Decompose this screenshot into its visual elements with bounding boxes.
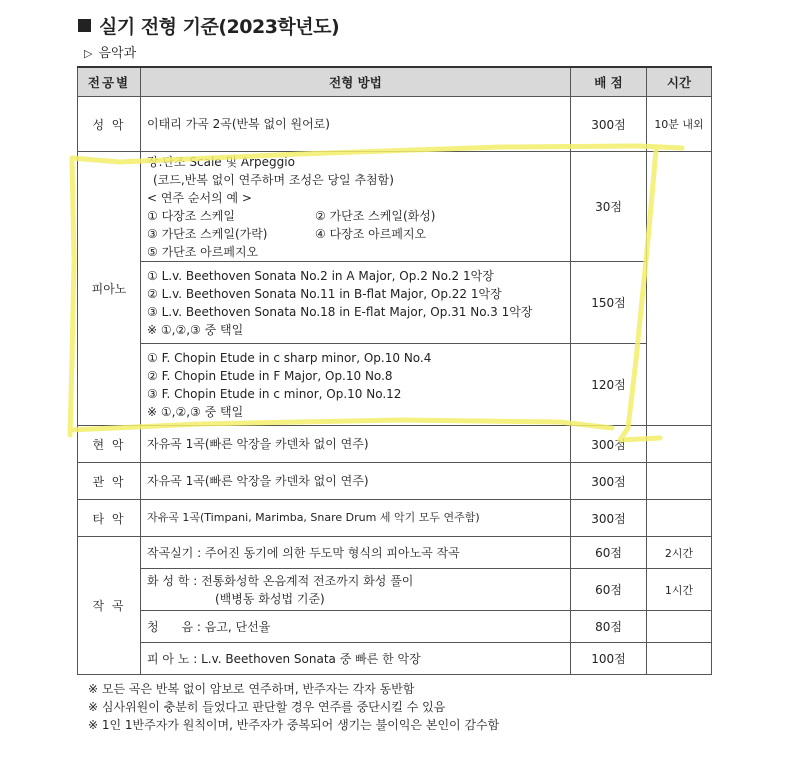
score-piano-beethoven: 150점 xyxy=(571,262,647,344)
footnotes xyxy=(88,680,499,734)
method-percussion: 자유곡 1곡(Timpani, Marimba, Snare Drum 세 악기 모두 연주함) xyxy=(141,500,571,537)
piano-scale-line-3: < 연주 순서의 예 > xyxy=(147,190,252,205)
major-percussion: 타 악 xyxy=(78,500,141,537)
piano-scale-item-4: ④ 다장조 아르페지오 xyxy=(315,226,427,241)
table-row-strings xyxy=(78,426,712,463)
triangle-right-icon: ▷ xyxy=(84,47,93,60)
method-composition-3: 청 음 : 음고, 단선율 xyxy=(141,611,571,643)
time-composition-4 xyxy=(647,643,712,675)
chopin-choice-note: ※ ①,②,③ 중 택일 xyxy=(147,404,244,419)
table-row-piano-3 xyxy=(78,344,712,426)
header-score: 배 점 xyxy=(571,67,647,97)
table-row-composition-1 xyxy=(78,537,712,569)
time-composition-1: 2시간 xyxy=(647,537,712,569)
score-composition-4: 100점 xyxy=(571,643,647,675)
method-piano-beethoven xyxy=(141,262,571,344)
beethoven-option-1: ① L.v. Beethoven Sonata No.2 in A Major, Op.2 No.2 1악장 xyxy=(147,268,494,283)
table-row-composition-4 xyxy=(78,643,712,675)
major-winds: 관 악 xyxy=(78,463,141,500)
table-row-winds xyxy=(78,463,712,500)
time-composition-2: 1시간 xyxy=(647,569,712,611)
beethoven-option-3: ③ L.v. Beethoven Sonata No.18 in E-flat Major, Op.31 No.3 1악장 xyxy=(147,304,533,319)
harmony-line-2: (백병동 화성법 기준) xyxy=(215,591,325,606)
method-voice: 이태리 가곡 2곡(반복 없이 원어로) xyxy=(141,97,571,152)
piano-scale-pair-1 xyxy=(147,207,564,225)
table-header-row xyxy=(78,67,712,97)
footnote-1: ※ 모든 곡은 반복 없이 암보로 연주하며, 반주자는 각자 동반함 xyxy=(88,682,415,696)
time-strings xyxy=(647,426,712,463)
score-composition-3: 80점 xyxy=(571,611,647,643)
section-subtitle-text: 음악과 xyxy=(98,46,137,61)
piano-scale-item-2: ② 가단조 스케일(화성) xyxy=(315,208,436,223)
beethoven-option-2: ② L.v. Beethoven Sonata No.11 in B-flat Major, Op.22 1악장 xyxy=(147,286,502,301)
footnote-3: ※ 1인 1반주자가 원칙이며, 반주자가 중복되어 생기는 불이익은 본인이 감수함 xyxy=(88,718,500,732)
score-winds: 300점 xyxy=(571,463,647,500)
square-bullet-icon xyxy=(78,19,91,32)
method-composition-1: 작곡실기 : 주어진 동기에 의한 두도막 형식의 피아노곡 작곡 xyxy=(141,537,571,569)
major-voice: 성 악 xyxy=(78,97,141,152)
score-percussion: 300점 xyxy=(571,500,647,537)
major-composition: 작 곡 xyxy=(78,537,141,675)
time-winds xyxy=(647,463,712,500)
header-time: 시간 xyxy=(647,67,712,97)
page-title-text: 실기 전형 기준(2023학년도) xyxy=(99,16,340,38)
chopin-option-1: ① F. Chopin Etude in c sharp minor, Op.10 No.4 xyxy=(147,350,432,365)
method-composition-4: 피 아 노 : L.v. Beethoven Sonata 중 빠른 한 악장 xyxy=(141,643,571,675)
table-row-piano-2 xyxy=(78,262,712,344)
table-row-voice xyxy=(78,97,712,152)
beethoven-choice-note: ※ ①,②,③ 중 택일 xyxy=(147,322,244,337)
table-row-piano-1 xyxy=(78,152,712,262)
score-piano-chopin: 120점 xyxy=(571,344,647,426)
score-composition-1: 60점 xyxy=(571,537,647,569)
time-percussion xyxy=(647,500,712,537)
chopin-option-2: ② F. Chopin Etude in F Major, Op.10 No.8 xyxy=(147,368,393,383)
table-row-composition-3 xyxy=(78,611,712,643)
score-strings: 300점 xyxy=(571,426,647,463)
method-piano-chopin xyxy=(141,344,571,426)
method-piano-scales xyxy=(141,152,571,262)
piano-scale-pair-2 xyxy=(147,225,564,243)
major-strings: 현 악 xyxy=(78,426,141,463)
harmony-line-1: 화 성 학 : 전통화성학 온음계적 전조까지 화성 풀이 xyxy=(147,573,414,588)
piano-scale-item-3: ③ 가단조 스케일(가락) xyxy=(147,226,268,241)
criteria-table xyxy=(77,66,712,675)
piano-scale-line-2: (코드,반복 없이 연주하며 조성은 당일 추첨함) xyxy=(153,172,394,187)
score-composition-2: 60점 xyxy=(571,569,647,611)
time-voice: 10분 내외 xyxy=(647,97,712,152)
table-row-percussion xyxy=(78,500,712,537)
piano-scale-line-1: 장.단조 Scale 및 Arpeggio xyxy=(147,154,295,169)
page-title xyxy=(78,12,339,39)
footnote-2: ※ 심사위원이 충분히 들었다고 판단할 경우 연주를 중단시킬 수 있음 xyxy=(88,700,446,714)
section-subtitle xyxy=(84,42,136,61)
method-winds: 자유곡 1곡(빠른 악장을 카덴차 없이 연주) xyxy=(141,463,571,500)
piano-scale-item-5: ⑤ 가단조 아르페지오 xyxy=(147,244,259,259)
method-strings: 자유곡 1곡(빠른 악장을 카덴차 없이 연주) xyxy=(141,426,571,463)
header-major: 전공별 xyxy=(78,67,141,97)
time-composition-3 xyxy=(647,611,712,643)
time-piano xyxy=(647,152,712,426)
header-method: 전형 방법 xyxy=(141,67,571,97)
score-piano-scales: 30점 xyxy=(571,152,647,262)
piano-scale-item-1: ① 다장조 스케일 xyxy=(147,208,235,223)
score-voice: 300점 xyxy=(571,97,647,152)
method-composition-2 xyxy=(141,569,571,611)
major-piano: 피아노 xyxy=(78,152,141,426)
chopin-option-3: ③ F. Chopin Etude in c minor, Op.10 No.12 xyxy=(147,386,402,401)
table-row-composition-2 xyxy=(78,569,712,611)
